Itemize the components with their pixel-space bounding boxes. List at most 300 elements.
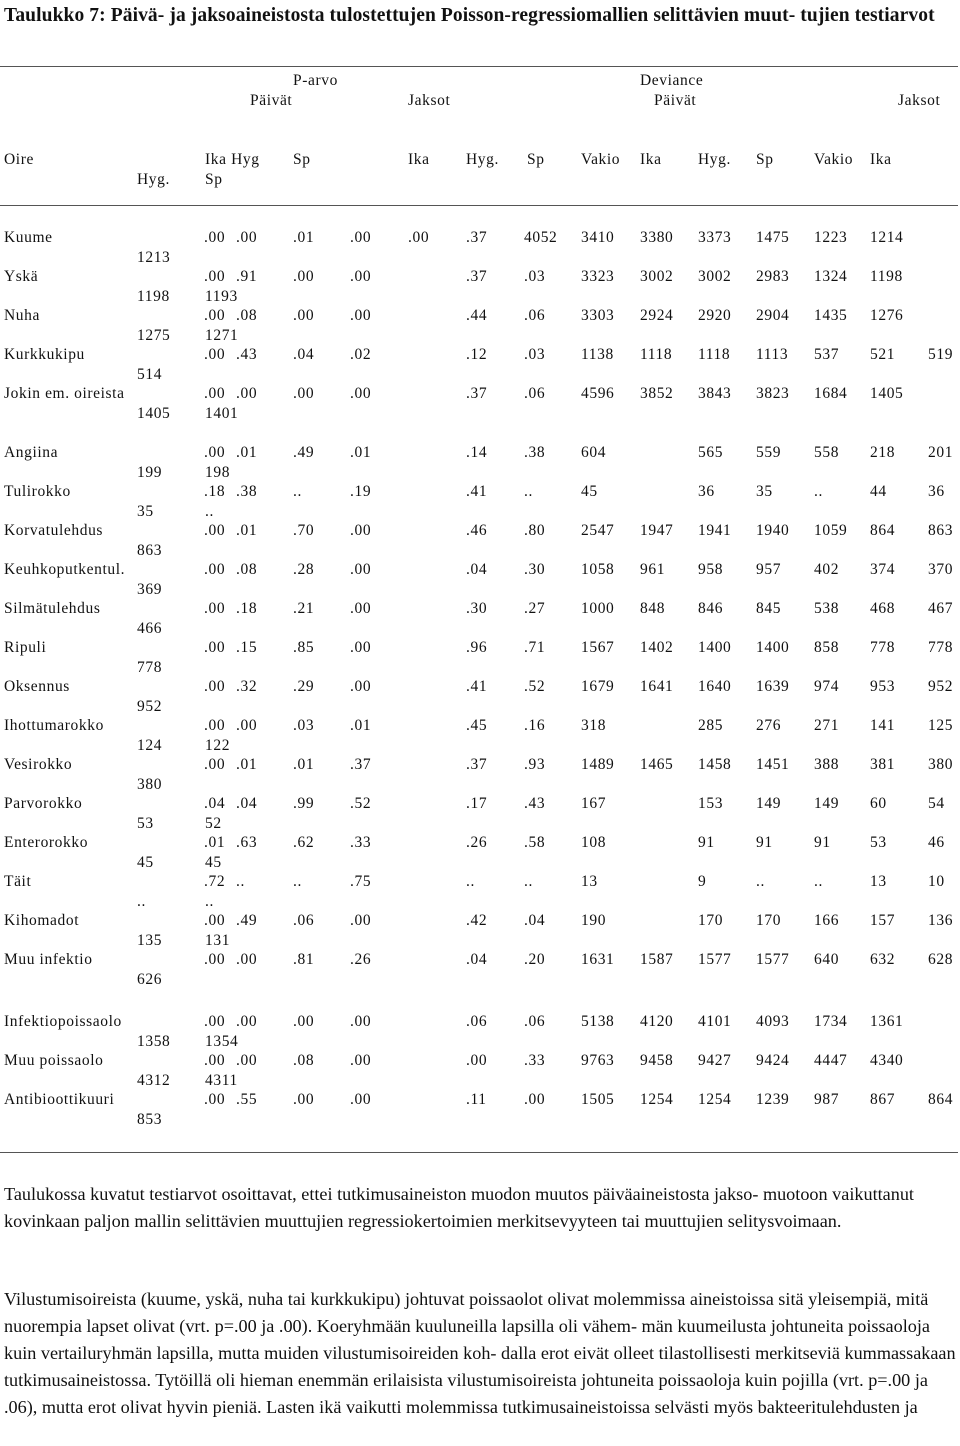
table-cell: .45 [466, 717, 488, 734]
table-cell: 318 [581, 717, 607, 734]
table-cell: .99 [293, 795, 315, 812]
table-cell: .70 [293, 522, 315, 539]
table-cell: .20 [524, 951, 546, 968]
table-cell: 858 [814, 639, 840, 656]
table-cell: .26 [466, 834, 488, 851]
table-cell: 36 [928, 483, 945, 500]
table-cell: .00 [204, 522, 226, 539]
table-cell: 1577 [698, 951, 732, 968]
table-cell: 3823 [756, 385, 790, 402]
table-cell-wrap: 1358 [137, 1033, 171, 1050]
table-cell: 1631 [581, 951, 615, 968]
table-cell: 4120 [640, 1013, 674, 1030]
table-cell: .00 [350, 385, 372, 402]
table-cell: .18 [204, 483, 226, 500]
header-col: Ika Hyg [205, 151, 260, 168]
table-cell: .00 [293, 385, 315, 402]
table-cell: .. [466, 873, 475, 890]
table-cell: 13 [870, 873, 887, 890]
table-cell: 1405 [870, 385, 904, 402]
table-cell: 190 [581, 912, 607, 929]
table-cell: .01 [236, 444, 258, 461]
table-cell: .08 [236, 307, 258, 324]
header-col: Vakio [581, 151, 621, 168]
table-cell: 604 [581, 444, 607, 461]
table-cell: 1489 [581, 756, 615, 773]
table-row [0, 717, 960, 757]
table-row [0, 229, 960, 269]
table-cell-wrap: 369 [137, 581, 163, 598]
table-cell: .00 [350, 639, 372, 656]
table-cell: 1465 [640, 756, 674, 773]
table-cell: 1223 [814, 229, 848, 246]
table-cell: 136 [928, 912, 954, 929]
table-cell: 2547 [581, 522, 615, 539]
table-cell: .06 [524, 385, 546, 402]
table-cell: .52 [524, 678, 546, 695]
table-bottom-rule [0, 1152, 958, 1153]
table-cell: .30 [524, 561, 546, 578]
table-cell-wrap: 1213 [137, 249, 171, 266]
table-cell: 1402 [640, 639, 674, 656]
table-cell: 108 [581, 834, 607, 851]
table-cell: 1324 [814, 268, 848, 285]
table-cell: 952 [928, 678, 954, 695]
table-cell: .81 [293, 951, 315, 968]
table-cell: 149 [814, 795, 840, 812]
paragraph: Vilustumisoireista (kuume, yskä, nuha tai kurkkukipu) johtuvat poissaolot olivat molemmissa aineistoissa sitä yleisempiä, mitä nuorempia lapset olivat (vrt. p=.00 ja .00). Koeryhmään kuuluneilla lapsilla oli vähem- män kuumeilusta johtuneita poissaoloja kuin vertailuryhmän lapsilla, mutta muiden vilustumisoireiden koh- dalla erot eivät olleet tilastollisesti merkitseviä kummassakaan tutkimusaineistossa. Tytöillä oli hieman enemmän erilaisista vilustumisoireista johtuneita poissaoloja kuin pojilla (vrt. p=.00 ja .06), mutta erot olivat hyvin pieniä. Lasten ikä vaikutti molemmissa tutkimusaineistoissa selvästi myös bakteeritulehdusten ja [4, 1289, 956, 1417]
table-cell: 3373 [698, 229, 732, 246]
table-cell: .04 [466, 561, 488, 578]
table-cell: .08 [293, 1052, 315, 1069]
table-cell: .04 [524, 912, 546, 929]
table-cell: .17 [466, 795, 488, 812]
table-header-rule [0, 205, 958, 206]
table-cell: 1118 [640, 346, 673, 363]
table-row [0, 1052, 960, 1092]
row-label: Infektiopoissaolo [4, 1013, 122, 1030]
table-row [0, 834, 960, 874]
row-label: Angiina [4, 444, 59, 461]
table-cell: 141 [870, 717, 896, 734]
row-label: Kurkkukipu [4, 346, 85, 363]
table-cell: 521 [870, 346, 896, 363]
table-cell-wrap: 1354 [205, 1033, 239, 1050]
table-cell-wrap: 1198 [137, 288, 170, 305]
table-cell: 9458 [640, 1052, 674, 1069]
table-cell: 1254 [698, 1091, 732, 1108]
table-cell: 1214 [870, 229, 904, 246]
table-row [0, 912, 960, 952]
table-cell: 1361 [870, 1013, 904, 1030]
table-cell: 44 [870, 483, 887, 500]
table-cell: .42 [466, 912, 488, 929]
table-cell: 3380 [640, 229, 674, 246]
table-cell: 2924 [640, 307, 674, 324]
row-label: Muu poissaolo [4, 1052, 104, 1069]
table-cell: .08 [236, 561, 258, 578]
header-col: Hyg. [698, 151, 731, 168]
table-cell: .00 [204, 346, 226, 363]
table-cell: 845 [756, 600, 782, 617]
table-row [0, 1013, 960, 1053]
table-cell: .00 [204, 229, 226, 246]
table-cell: .00 [350, 678, 372, 695]
row-label: Vesirokko [4, 756, 73, 773]
table-cell: 987 [814, 1091, 840, 1108]
table-cell: 632 [870, 951, 896, 968]
table-cell: .93 [524, 756, 546, 773]
table-cell: 1505 [581, 1091, 615, 1108]
header-col: Vakio [814, 151, 854, 168]
table-cell: 1940 [756, 522, 790, 539]
table-cell: .00 [350, 561, 372, 578]
header-period-deviance: Jaksot [898, 92, 941, 109]
table-cell: 468 [870, 600, 896, 617]
row-label: Silmätulehdus [4, 600, 101, 617]
table-cell: .11 [466, 1091, 487, 1108]
table-cell: .32 [236, 678, 258, 695]
table-cell: .37 [466, 385, 488, 402]
table-cell: .37 [350, 756, 372, 773]
table-cell: 537 [814, 346, 840, 363]
table-cell: .. [814, 873, 823, 890]
row-label: Jokin em. oireista [4, 385, 125, 402]
table-cell-wrap: 131 [205, 932, 231, 949]
table-cell: 4340 [870, 1052, 904, 1069]
table-cell-wrap: 863 [137, 542, 163, 559]
table-cell: .. [524, 483, 533, 500]
table-cell: 778 [870, 639, 896, 656]
table-cell: 166 [814, 912, 840, 929]
table-row [0, 444, 960, 484]
table-cell-wrap: 778 [137, 659, 163, 676]
table-cell: .00 [408, 229, 430, 246]
table-cell: 519 [928, 346, 954, 363]
table-cell: 1254 [640, 1091, 674, 1108]
table-cell: .00 [204, 268, 226, 285]
table-cell: 1138 [581, 346, 614, 363]
table-cell: .37 [466, 229, 488, 246]
table-cell: 1435 [814, 307, 848, 324]
table-cell: .. [756, 873, 765, 890]
table-cell: .01 [293, 229, 315, 246]
table-cell: 1577 [756, 951, 790, 968]
table-cell-wrap: 1275 [137, 327, 171, 344]
table-cell: 2983 [756, 268, 790, 285]
table-cell: .00 [236, 717, 258, 734]
table-cell-wrap: .. [137, 893, 146, 910]
table-cell: .37 [466, 268, 488, 285]
table-row [0, 873, 960, 913]
table-cell: .00 [293, 1013, 315, 1030]
header-group-deviance: Deviance [640, 72, 704, 89]
table-cell: .00 [236, 1052, 258, 1069]
table-cell: 1679 [581, 678, 615, 695]
table-cell: .00 [293, 1091, 315, 1108]
table-row [0, 561, 960, 601]
table-row [0, 268, 960, 308]
table-row [0, 522, 960, 562]
table-cell: 1639 [756, 678, 790, 695]
table-cell: 1684 [814, 385, 848, 402]
header-col: Sp [756, 151, 774, 168]
table-cell: 864 [870, 522, 896, 539]
table-cell: .00 [236, 951, 258, 968]
table-cell: 35 [756, 483, 773, 500]
table-cell: 1587 [640, 951, 674, 968]
table-cell: 1400 [698, 639, 732, 656]
row-label: Yskä [4, 268, 39, 285]
table-cell: 778 [928, 639, 954, 656]
table-cell: .75 [350, 873, 372, 890]
table-cell: 60 [870, 795, 887, 812]
table-cell: .18 [236, 600, 258, 617]
table-cell: 9763 [581, 1052, 615, 1069]
table-cell: 388 [814, 756, 840, 773]
table-cell: 167 [581, 795, 607, 812]
table-cell: .00 [204, 951, 226, 968]
table-cell: 957 [756, 561, 782, 578]
table-cell: .00 [204, 717, 226, 734]
table-cell: 380 [928, 756, 954, 773]
table-cell: .00 [350, 1052, 372, 1069]
table-cell-wrap: .. [205, 503, 214, 520]
row-label: Ripuli [4, 639, 47, 656]
table-row [0, 678, 960, 718]
table-cell: 1475 [756, 229, 790, 246]
table-row [0, 600, 960, 640]
table-cell: .01 [350, 444, 372, 461]
table-cell: .04 [293, 346, 315, 363]
table-cell: .. [293, 873, 302, 890]
table-cell: .00 [236, 1013, 258, 1030]
table-row [0, 385, 960, 425]
table-cell: .85 [293, 639, 315, 656]
table-cell: 1000 [581, 600, 615, 617]
table-cell: 276 [756, 717, 782, 734]
table-cell: .03 [524, 346, 546, 363]
table-cell: 565 [698, 444, 724, 461]
table-cell: 170 [756, 912, 782, 929]
table-cell: 91 [698, 834, 715, 851]
table-cell: .38 [236, 483, 258, 500]
table-cell: 3303 [581, 307, 615, 324]
table-row [0, 1091, 960, 1131]
table-cell: .00 [204, 385, 226, 402]
header-col: Ika [408, 151, 430, 168]
table-cell: .00 [236, 229, 258, 246]
table-cell: 1198 [870, 268, 903, 285]
table-cell: 2904 [756, 307, 790, 324]
table-cell: 2920 [698, 307, 732, 324]
header-col: Hyg. [137, 171, 170, 188]
table-cell: .00 [204, 1013, 226, 1030]
table-cell-wrap: 514 [137, 366, 163, 383]
table-cell-wrap: 466 [137, 620, 163, 637]
table-cell: .00 [204, 444, 226, 461]
table-cell: .00 [293, 268, 315, 285]
table-cell-wrap: 1193 [205, 288, 238, 305]
table-cell-wrap: 952 [137, 698, 163, 715]
table-cell: .30 [466, 600, 488, 617]
table-cell: 558 [814, 444, 840, 461]
table-cell: 125 [928, 717, 954, 734]
row-label: Keuhkoputkentul. [4, 561, 126, 578]
table-cell: 3323 [581, 268, 615, 285]
header-col: Oire [4, 151, 34, 168]
table-cell: 91 [756, 834, 773, 851]
table-cell: 5138 [581, 1013, 615, 1030]
table-cell-wrap: 52 [205, 815, 222, 832]
table-cell: .41 [466, 678, 488, 695]
table-cell: 1239 [756, 1091, 790, 1108]
table-cell: .55 [236, 1091, 258, 1108]
row-label: Parvorokko [4, 795, 83, 812]
table-cell: .00 [524, 1091, 546, 1108]
paragraph: Taulukossa kuvatut testiarvot osoittavat, ettei tutkimusaineiston muodon muutos päiväaineistosta jakso- muotoon vaikuttanut kovinkaan paljon mallin selittävien muuttujien regressiokertoimien merkitsevyyteen tai muuttujien selitysvoimaan. [4, 1184, 914, 1231]
table-cell: 961 [640, 561, 666, 578]
table-cell: .00 [204, 561, 226, 578]
table-cell: .00 [350, 229, 372, 246]
header-days-pvalue: Päivät [250, 92, 293, 109]
table-cell: .. [293, 483, 302, 500]
table-cell: 1640 [698, 678, 732, 695]
table-cell: 1276 [870, 307, 904, 324]
table-cell-wrap: 4311 [205, 1072, 238, 1089]
table-cell-wrap: 1271 [205, 327, 239, 344]
table-cell: .72 [204, 873, 226, 890]
row-label: Korvatulehdus [4, 522, 104, 539]
table-cell: .02 [350, 346, 372, 363]
table-cell: .33 [524, 1052, 546, 1069]
table-cell: 1059 [814, 522, 848, 539]
table-cell: .80 [524, 522, 546, 539]
header-period-pvalue: Jaksot [408, 92, 451, 109]
table-cell: .00 [236, 385, 258, 402]
table-cell: .00 [350, 912, 372, 929]
table-cell: 218 [870, 444, 896, 461]
table-cell-wrap: 853 [137, 1111, 163, 1128]
table-cell: .00 [204, 600, 226, 617]
table-cell: .00 [204, 639, 226, 656]
table-cell: 91 [814, 834, 831, 851]
table-cell: .26 [350, 951, 372, 968]
table-cell: .03 [524, 268, 546, 285]
table-cell: .00 [350, 600, 372, 617]
table-cell: 867 [870, 1091, 896, 1108]
table-cell: 848 [640, 600, 666, 617]
table-cell: .00 [204, 1091, 226, 1108]
table-cell: 1118 [698, 346, 731, 363]
table-cell: .00 [350, 522, 372, 539]
table-cell: .04 [236, 795, 258, 812]
table-cell: 10 [928, 873, 945, 890]
table-cell: 863 [928, 522, 954, 539]
table-cell: 1567 [581, 639, 615, 656]
table-cell: 46 [928, 834, 945, 851]
table-cell: .44 [466, 307, 488, 324]
table-cell: 4052 [524, 229, 558, 246]
table-cell: .15 [236, 639, 258, 656]
row-label: Ihottumarokko [4, 717, 104, 734]
table-cell: 1058 [581, 561, 615, 578]
header-col: Ika [870, 151, 892, 168]
table-cell: 3410 [581, 229, 615, 246]
table-cell: .28 [293, 561, 315, 578]
table-cell: 846 [698, 600, 724, 617]
table-cell: 864 [928, 1091, 954, 1108]
table-cell: .43 [524, 795, 546, 812]
table-cell: .49 [293, 444, 315, 461]
table-cell-wrap: 380 [137, 776, 163, 793]
table-cell: .38 [524, 444, 546, 461]
row-label: Kuume [4, 229, 53, 246]
table-cell-wrap: 4312 [137, 1072, 171, 1089]
row-label: Muu infektio [4, 951, 93, 968]
table-cell: 559 [756, 444, 782, 461]
table-cell: .06 [293, 912, 315, 929]
table-cell-wrap: 53 [137, 815, 154, 832]
table-cell: .. [524, 873, 533, 890]
table-row [0, 639, 960, 679]
table-cell: 9424 [756, 1052, 790, 1069]
table-row [0, 346, 960, 386]
row-label: Enterorokko [4, 834, 89, 851]
header-days-deviance: Päivät [654, 92, 697, 109]
table-cell: .00 [466, 1052, 488, 1069]
table-cell: .00 [350, 1091, 372, 1108]
table-cell: 4093 [756, 1013, 790, 1030]
table-cell: 53 [870, 834, 887, 851]
table-cell: 1400 [756, 639, 790, 656]
table-cell: .01 [204, 834, 226, 851]
table-cell-wrap: .. [205, 893, 214, 910]
table-cell: 974 [814, 678, 840, 695]
table-cell: .01 [236, 756, 258, 773]
table-cell: .49 [236, 912, 258, 929]
table-cell: .58 [524, 834, 546, 851]
header-col: Sp [205, 171, 223, 188]
table-cell: .00 [350, 307, 372, 324]
table-cell: .03 [293, 717, 315, 734]
table-row [0, 483, 960, 523]
table-cell: .46 [466, 522, 488, 539]
table-cell: .71 [524, 639, 546, 656]
table-cell: .91 [236, 268, 258, 285]
table-cell: .06 [524, 307, 546, 324]
row-label: Nuha [4, 307, 40, 324]
header-col: Sp [293, 151, 311, 168]
table-cell: 149 [756, 795, 782, 812]
table-cell: 1113 [756, 346, 789, 363]
table-row [0, 795, 960, 835]
table-cell: 3843 [698, 385, 732, 402]
table-cell-wrap: 198 [205, 464, 231, 481]
table-cell: 1947 [640, 522, 674, 539]
header-col: Sp [527, 151, 545, 168]
table-cell: .06 [524, 1013, 546, 1030]
table-cell: 1734 [814, 1013, 848, 1030]
row-label: Oksennus [4, 678, 70, 695]
page-title: Taulukko 7: Päivä- ja jaksoaineistosta tulostettujen Poisson-regressiomallien selittävien muut- tujien testiarvot [4, 5, 935, 26]
table-cell: 381 [870, 756, 896, 773]
table-cell: 3852 [640, 385, 674, 402]
table-cell: .04 [204, 795, 226, 812]
table-row [0, 951, 960, 991]
table-top-rule [0, 66, 958, 67]
table-cell: 467 [928, 600, 954, 617]
